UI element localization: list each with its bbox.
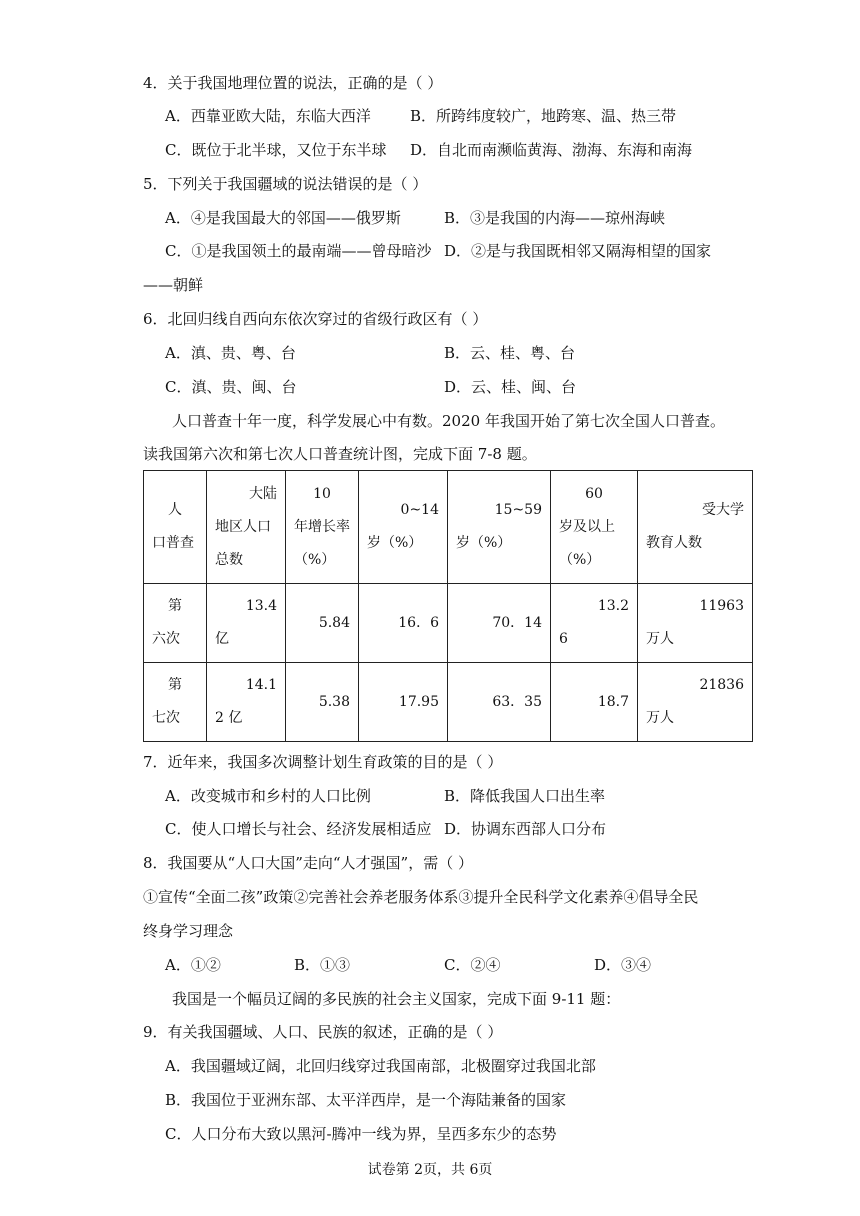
- header-text: 15~59: [494, 502, 542, 518]
- header-university: [638, 471, 753, 584]
- cell-growth: 5.84: [286, 584, 359, 663]
- cell-text: 第: [168, 677, 182, 693]
- cell-growth: 5.38: [286, 663, 359, 742]
- q8-option-a: A．①②: [165, 956, 221, 974]
- q8-option-d: D．③④: [594, 956, 652, 974]
- q8-stem: 8．我国要从“人口大国”走向“人才强国”，需（ ）: [143, 854, 473, 872]
- header-text: 受大学: [702, 502, 744, 518]
- cell-text: 万人: [646, 710, 674, 726]
- cell-age-0-14: 17.95: [359, 663, 448, 742]
- cell-text: 21836: [699, 677, 744, 693]
- q8-items-line1: ①宣传“全面二孩”政策②完善社会养老服务体系③提升全民科学文化素养④倡导全民: [143, 888, 699, 906]
- header-text: 岁（%）: [456, 535, 512, 551]
- table-row: [144, 663, 753, 742]
- census-table: [143, 470, 753, 742]
- cell-text: 11963: [699, 598, 744, 614]
- q7-option-c: C．使人口增长与社会、经济发展相适应: [165, 820, 432, 838]
- cell-population: [207, 663, 286, 742]
- header-text: 60: [585, 485, 603, 502]
- header-text: 口普查: [152, 535, 194, 551]
- q9-option-c: C．人口分布大致以黑河-腾冲一线为界，呈西多东少的态势: [165, 1125, 557, 1143]
- q5-option-d: D．②是与我国既相邻又隔海相望的国家: [444, 242, 712, 260]
- cell-population: [207, 584, 286, 663]
- q7-option-a: A．改变城市和乡村的人口比例: [165, 787, 371, 805]
- header-age-60-plus: [551, 471, 638, 584]
- header-text: 10: [313, 485, 331, 502]
- cell-census: [144, 663, 207, 742]
- cell-text: 七次: [152, 710, 180, 726]
- q4-option-a: A．西靠亚欧大陆，东临大西洋: [165, 107, 371, 125]
- header-text: 人: [168, 502, 182, 518]
- cell-age-60-plus: [551, 584, 638, 663]
- q5-stem: 5．下列关于我国疆域的说法错误的是（ ）: [143, 175, 428, 193]
- q7-option-d: D．协调东西部人口分布: [444, 820, 607, 838]
- q4-stem: 4．关于我国地理位置的说法，正确的是（ ）: [143, 74, 443, 92]
- table-row: [144, 584, 753, 663]
- q8-items-line2: 终身学习理念: [143, 922, 234, 940]
- q5-option-b: B．③是我国的内海——琼州海峡: [444, 209, 666, 227]
- header-text: 0~14: [400, 502, 439, 518]
- q6-stem: 6．北回归线自西向东依次穿过的省级行政区有（ ）: [143, 310, 488, 328]
- header-text: （%）: [559, 551, 601, 568]
- cell-text: 13.2: [597, 598, 629, 614]
- q6-option-c: C．滇、贵、闽、台: [165, 378, 297, 396]
- cell-age-15-59: 63．35: [448, 663, 551, 742]
- intro-9-11: 我国是一个幅员辽阔的多民族的社会主义国家，完成下面 9-11 题：: [172, 990, 621, 1008]
- header-age-15-59: [448, 471, 551, 584]
- q6-option-d: D．云、桂、闽、台: [444, 378, 577, 396]
- cell-text: 13.4: [245, 598, 277, 614]
- q9-stem: 9．有关我国疆域、人口、民族的叙述，正确的是（ ）: [143, 1023, 503, 1041]
- header-text: 年增长率: [294, 518, 350, 535]
- header-population: [207, 471, 286, 584]
- header-text: 岁（%）: [367, 535, 423, 551]
- header-text: （%）: [294, 551, 336, 568]
- q7-option-b: B．降低我国人口出生率: [444, 787, 606, 805]
- intro-7-8-line2: 读我国第六次和第七次人口普查统计图，完成下面 7-8 题。: [143, 445, 537, 463]
- header-text: 地区人口: [215, 518, 271, 535]
- q8-option-b: B．①③: [294, 956, 351, 974]
- header-age-0-14: [359, 471, 448, 584]
- cell-university: [638, 584, 753, 663]
- header-text: 总数: [215, 551, 243, 568]
- header-text: 大陆: [249, 485, 277, 502]
- q9-option-b: B．我国位于亚洲东部、太平洋西岸，是一个海陆兼备的国家: [165, 1091, 567, 1109]
- q6-option-b: B．云、桂、粤、台: [444, 344, 576, 362]
- intro-7-8-line1: 人口普查十年一度，科学发展心中有数。2020 年我国开始了第七次全国人口普查。: [172, 412, 725, 430]
- cell-text: 2 亿: [215, 710, 243, 726]
- q9-option-a: A．我国疆域辽阔，北回归线穿过我国南部，北极圈穿过我国北部: [165, 1057, 596, 1075]
- q5-option-d-continued: ——朝鲜: [143, 276, 204, 294]
- cell-text: 六次: [152, 631, 180, 647]
- q4-option-c: C．既位于北半球，又位于东半球: [165, 141, 387, 159]
- q7-stem: 7．近年来，我国多次调整计划生育政策的目的是（ ）: [143, 753, 503, 771]
- q4-option-b: B．所跨纬度较广，地跨寒、温、热三带: [410, 107, 677, 125]
- header-text: 教育人数: [646, 535, 702, 551]
- cell-text: 第: [168, 598, 182, 614]
- cell-text: 万人: [646, 631, 674, 647]
- cell-text: 14.1: [245, 677, 277, 693]
- cell-age-15-59: 70．14: [448, 584, 551, 663]
- cell-text: 亿: [215, 631, 229, 647]
- header-text: 岁及以上: [559, 518, 615, 535]
- table-header-row: [144, 471, 753, 584]
- q8-option-c: C．②④: [444, 956, 501, 974]
- q4-option-d: D．自北而南濒临黄海、渤海、东海和南海: [410, 141, 693, 159]
- cell-age-60-plus: 18.7: [551, 663, 638, 742]
- header-growth: [286, 471, 359, 584]
- cell-census: [144, 584, 207, 663]
- q5-option-c: C．①是我国领土的最南端——曾母暗沙: [165, 242, 432, 260]
- page-footer: 试卷第 2页，共 6页: [367, 1162, 493, 1178]
- header-census: [144, 471, 207, 584]
- q6-option-a: A．滇、贵、粤、台: [165, 344, 296, 362]
- cell-text: 6: [559, 631, 568, 647]
- cell-university: [638, 663, 753, 742]
- q5-option-a: A．④是我国最大的邻国——俄罗斯: [165, 209, 401, 227]
- cell-age-0-14: 16．6: [359, 584, 448, 663]
